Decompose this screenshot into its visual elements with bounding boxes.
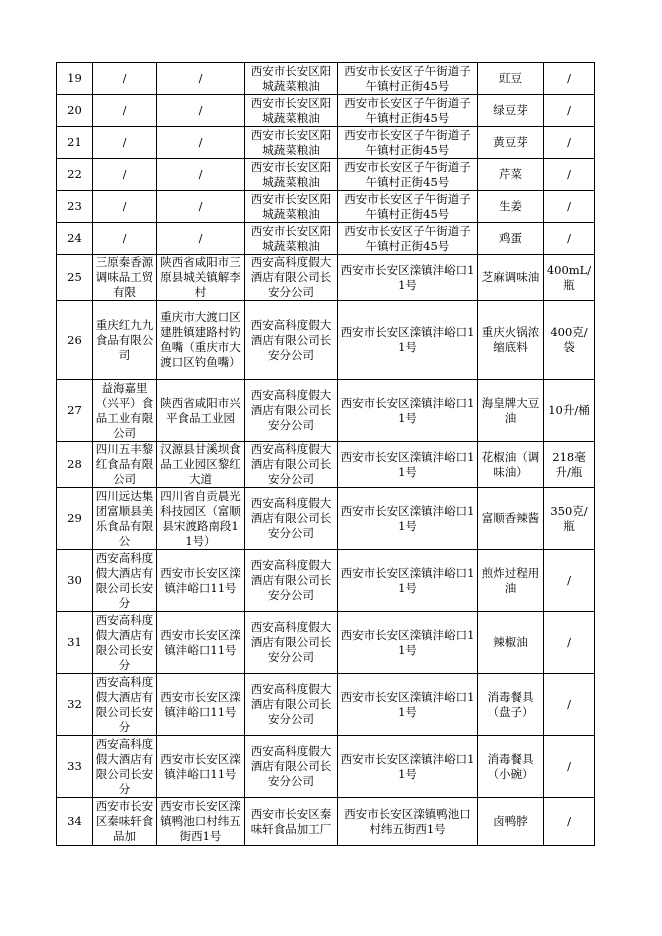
sampled-unit-address: 西安市长安区滦镇沣峪口11号 bbox=[338, 255, 478, 301]
manufacturer-address: / bbox=[157, 191, 245, 223]
manufacturer-address: 西安市长安区滦镇鸭池口村纬五街西1号 bbox=[157, 798, 245, 846]
specification: 400克/袋 bbox=[544, 301, 595, 380]
manufacturer-name: / bbox=[93, 191, 157, 223]
product-name: 煎炸过程用油 bbox=[478, 550, 544, 612]
row-number: 22 bbox=[57, 159, 93, 191]
manufacturer-name: 西安高科度假大酒店有限公司长安分 bbox=[93, 736, 157, 798]
sampled-unit: 西安高科度假大酒店有限公司长安分公司 bbox=[245, 255, 338, 301]
manufacturer-name: 益海嘉里（兴平）食品工业有限公司 bbox=[93, 380, 157, 442]
manufacturer-address: / bbox=[157, 223, 245, 255]
product-name: 芝麻调味油 bbox=[478, 255, 544, 301]
manufacturer-address: / bbox=[157, 127, 245, 159]
sampled-unit-address: 西安市长安区滦镇鸭池口村纬五街西1号 bbox=[338, 798, 478, 846]
table-row bbox=[57, 488, 595, 550]
table-row bbox=[57, 736, 595, 798]
sampled-unit: 西安市长安区阳城蔬菜粮油 bbox=[245, 95, 338, 127]
sampled-unit: 西安高科度假大酒店有限公司长安分公司 bbox=[245, 301, 338, 380]
specification: 218毫升/瓶 bbox=[544, 442, 595, 488]
row-number: 28 bbox=[57, 442, 93, 488]
manufacturer-address: 西安市长安区滦镇沣峪口11号 bbox=[157, 550, 245, 612]
manufacturer-name: 西安高科度假大酒店有限公司长安分 bbox=[93, 550, 157, 612]
row-number: 33 bbox=[57, 736, 93, 798]
manufacturer-address: 陕西省咸阳市三原县城关镇解李村 bbox=[157, 255, 245, 301]
manufacturer-name: / bbox=[93, 159, 157, 191]
row-number: 29 bbox=[57, 488, 93, 550]
sampled-unit-address: 西安市长安区子午街道子午镇村正街45号 bbox=[338, 223, 478, 255]
row-number: 26 bbox=[57, 301, 93, 380]
row-number: 21 bbox=[57, 127, 93, 159]
row-number: 34 bbox=[57, 798, 93, 846]
manufacturer-name: / bbox=[93, 63, 157, 95]
sampled-unit-address: 西安市长安区子午街道子午镇村正街45号 bbox=[338, 127, 478, 159]
row-number: 25 bbox=[57, 255, 93, 301]
specification: / bbox=[544, 127, 595, 159]
specification: 10升/桶 bbox=[544, 380, 595, 442]
table-row bbox=[57, 223, 595, 255]
product-name: 消毒餐具（小碗） bbox=[478, 736, 544, 798]
row-number: 27 bbox=[57, 380, 93, 442]
specification: / bbox=[544, 223, 595, 255]
manufacturer-address: / bbox=[157, 63, 245, 95]
sampled-unit: 西安市长安区阳城蔬菜粮油 bbox=[245, 63, 338, 95]
manufacturer-address: 重庆市大渡口区建胜镇建路村钓鱼嘴（重庆市大渡口区钓鱼嘴） bbox=[157, 301, 245, 380]
manufacturer-address: 西安市长安区滦镇沣峪口11号 bbox=[157, 736, 245, 798]
manufacturer-name: / bbox=[93, 223, 157, 255]
product-name: 富顺香辣酱 bbox=[478, 488, 544, 550]
sampled-unit-address: 西安市长安区滦镇沣峪口11号 bbox=[338, 301, 478, 380]
row-number: 20 bbox=[57, 95, 93, 127]
product-name: 鸡蛋 bbox=[478, 223, 544, 255]
sampled-unit-address: 西安市长安区滦镇沣峪口11号 bbox=[338, 736, 478, 798]
sampled-unit: 西安高科度假大酒店有限公司长安分公司 bbox=[245, 380, 338, 442]
product-name: 绿豆芽 bbox=[478, 95, 544, 127]
specification: / bbox=[544, 736, 595, 798]
product-name: 生姜 bbox=[478, 191, 544, 223]
sampled-unit: 西安高科度假大酒店有限公司长安分公司 bbox=[245, 488, 338, 550]
sampled-unit-address: 西安市长安区滦镇沣峪口11号 bbox=[338, 550, 478, 612]
row-number: 19 bbox=[57, 63, 93, 95]
specification: 350克/瓶 bbox=[544, 488, 595, 550]
table-row bbox=[57, 798, 595, 846]
manufacturer-address: 西安市长安区滦镇沣峪口11号 bbox=[157, 612, 245, 674]
sampled-unit-address: 西安市长安区滦镇沣峪口11号 bbox=[338, 488, 478, 550]
sampling-table bbox=[56, 62, 595, 846]
sampled-unit-address: 西安市长安区滦镇沣峪口11号 bbox=[338, 442, 478, 488]
table-row bbox=[57, 191, 595, 223]
specification: / bbox=[544, 674, 595, 736]
sampled-unit: 西安市长安区阳城蔬菜粮油 bbox=[245, 159, 338, 191]
specification: 400mL/瓶 bbox=[544, 255, 595, 301]
specification: / bbox=[544, 95, 595, 127]
sampled-unit: 西安高科度假大酒店有限公司长安分公司 bbox=[245, 550, 338, 612]
manufacturer-name: / bbox=[93, 127, 157, 159]
row-number: 32 bbox=[57, 674, 93, 736]
table-row bbox=[57, 95, 595, 127]
manufacturer-name: 西安高科度假大酒店有限公司长安分 bbox=[93, 612, 157, 674]
product-name: 辣椒油 bbox=[478, 612, 544, 674]
sampled-unit-address: 西安市长安区滦镇沣峪口11号 bbox=[338, 380, 478, 442]
row-number: 30 bbox=[57, 550, 93, 612]
product-name: 卤鸭脖 bbox=[478, 798, 544, 846]
sampled-unit: 西安高科度假大酒店有限公司长安分公司 bbox=[245, 612, 338, 674]
manufacturer-address: 西安市长安区滦镇沣峪口11号 bbox=[157, 674, 245, 736]
row-number: 31 bbox=[57, 612, 93, 674]
specification: / bbox=[544, 612, 595, 674]
table-row bbox=[57, 550, 595, 612]
sampled-unit-address: 西安市长安区子午街道子午镇村正街45号 bbox=[338, 159, 478, 191]
table-row bbox=[57, 127, 595, 159]
sampled-unit-address: 西安市长安区子午街道子午镇村正街45号 bbox=[338, 63, 478, 95]
manufacturer-name: 重庆红九九食品有限公司 bbox=[93, 301, 157, 380]
product-name: 豇豆 bbox=[478, 63, 544, 95]
sampled-unit: 西安市长安区秦味轩食品加工厂 bbox=[245, 798, 338, 846]
product-name: 重庆火锅浓缩底料 bbox=[478, 301, 544, 380]
manufacturer-name: 四川远达集团富顺县美乐食品有限公 bbox=[93, 488, 157, 550]
product-name: 海皇牌大豆油 bbox=[478, 380, 544, 442]
table-row bbox=[57, 442, 595, 488]
product-name: 花椒油（调味油） bbox=[478, 442, 544, 488]
sampled-unit-address: 西安市长安区子午街道子午镇村正街45号 bbox=[338, 95, 478, 127]
sampled-unit-address: 西安市长安区滦镇沣峪口11号 bbox=[338, 612, 478, 674]
table-row bbox=[57, 63, 595, 95]
sampled-unit: 西安市长安区阳城蔬菜粮油 bbox=[245, 127, 338, 159]
product-name: 消毒餐具（盘子） bbox=[478, 674, 544, 736]
sampled-unit: 西安市长安区阳城蔬菜粮油 bbox=[245, 223, 338, 255]
sampled-unit: 西安高科度假大酒店有限公司长安分公司 bbox=[245, 674, 338, 736]
manufacturer-name: 四川五丰黎红食品有限公司 bbox=[93, 442, 157, 488]
sampled-unit: 西安市长安区阳城蔬菜粮油 bbox=[245, 191, 338, 223]
specification: / bbox=[544, 63, 595, 95]
specification: / bbox=[544, 550, 595, 612]
product-name: 芹菜 bbox=[478, 159, 544, 191]
sampled-unit-address: 西安市长安区子午街道子午镇村正街45号 bbox=[338, 191, 478, 223]
manufacturer-address: 四川省自贡晨光科技园区（富顺县宋渡路南段11号） bbox=[157, 488, 245, 550]
product-name: 黄豆芽 bbox=[478, 127, 544, 159]
table-row bbox=[57, 301, 595, 380]
manufacturer-address: 汉源县甘溪坝食品工业园区黎红大道 bbox=[157, 442, 245, 488]
manufacturer-address: / bbox=[157, 159, 245, 191]
table-row bbox=[57, 159, 595, 191]
sampled-unit: 西安高科度假大酒店有限公司长安分公司 bbox=[245, 736, 338, 798]
row-number: 23 bbox=[57, 191, 93, 223]
specification: / bbox=[544, 159, 595, 191]
manufacturer-address: / bbox=[157, 95, 245, 127]
specification: / bbox=[544, 798, 595, 846]
manufacturer-name: 西安高科度假大酒店有限公司长安分 bbox=[93, 674, 157, 736]
manufacturer-name: 三原秦香源调味品工贸有限 bbox=[93, 255, 157, 301]
table-row bbox=[57, 674, 595, 736]
table-row bbox=[57, 612, 595, 674]
manufacturer-name: / bbox=[93, 95, 157, 127]
table-row bbox=[57, 380, 595, 442]
manufacturer-name: 西安市长安区秦味轩食品加 bbox=[93, 798, 157, 846]
row-number: 24 bbox=[57, 223, 93, 255]
manufacturer-address: 陕西省咸阳市兴平食品工业园 bbox=[157, 380, 245, 442]
specification: / bbox=[544, 191, 595, 223]
sampled-unit-address: 西安市长安区滦镇沣峪口11号 bbox=[338, 674, 478, 736]
table-row bbox=[57, 255, 595, 301]
sampled-unit: 西安高科度假大酒店有限公司长安分公司 bbox=[245, 442, 338, 488]
